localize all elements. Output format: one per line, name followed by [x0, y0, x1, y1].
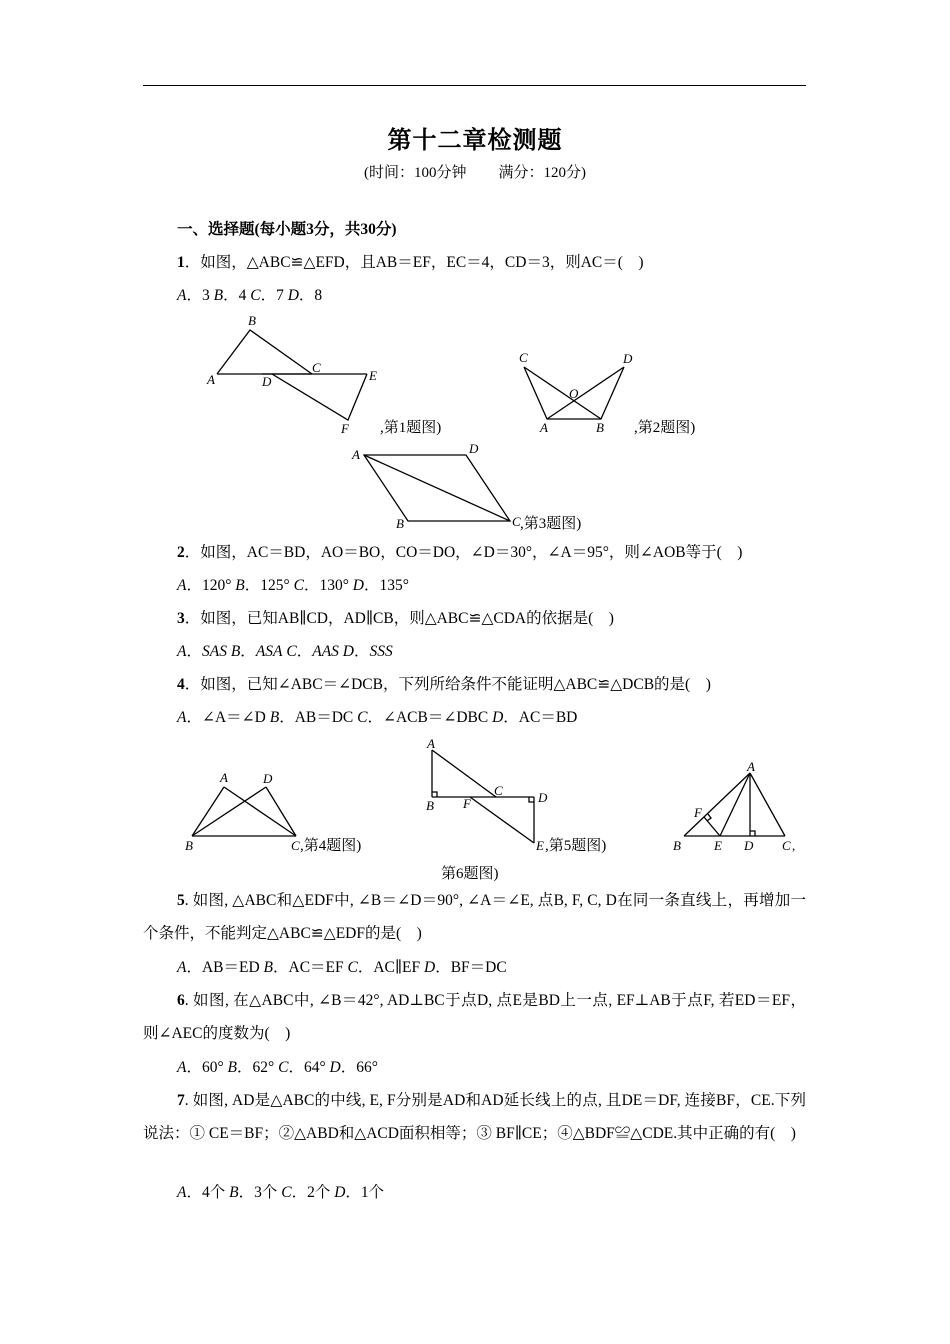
fig5-label-c: C [494, 783, 503, 798]
fig4-caption: ,第4题图) [300, 838, 362, 854]
fig1-label-b: B [248, 313, 256, 328]
fig6-label-e: E [714, 838, 722, 853]
fig4-label-b: B [185, 838, 193, 853]
question-2-options: A．120° B．125° C．130° D．135° [177, 577, 409, 594]
question-2: 2．如图，AC＝BD，AO＝BO，CO＝DO，∠D＝30°，∠A＝95°，则∠AOB等于( ) [177, 544, 743, 561]
fig2-label-o: O [569, 386, 579, 401]
fig3-label-b: B [396, 516, 404, 531]
fig1-label-a: A [207, 372, 215, 387]
question-4: 4．如图，已知∠ABC＝∠DCB，下列所给条件不能证明△ABC≌△DCB的是( ) [177, 676, 711, 693]
question-6-options: A．60° B．62° C．64° D．66° [177, 1059, 378, 1076]
fig4-label-a: A [220, 770, 228, 785]
question-3-options: A．SAS B．ASA C．AAS D．SSS [177, 643, 393, 660]
fig4-label-d: D [263, 771, 273, 786]
fig6-label-a: A [747, 759, 755, 774]
fig6-segment-ae [720, 773, 750, 836]
question-7: 7. 如图, AD是△ABC的中线, E, F分别是AD和AD延长线上的点, 且DE＝DF, 连接BF，CE.下列说法：① CE＝BF；②△ABD和△ACD面积相等；③ BF∥CE；④△BDF≌△CDE.其中正确的有( ) [143, 1092, 806, 1142]
fig6-segment-ac [750, 773, 785, 836]
fig4-label-c: C [291, 838, 300, 853]
fig2-label-a: A [540, 420, 548, 435]
fig1-label-c: C [312, 360, 321, 375]
fig6-caption: 第6题图) [441, 866, 499, 882]
fig6-label-b: B [673, 838, 681, 853]
question-5: 5. 如图, △ABC和△EDF中, ∠B＝∠D＝90°, ∠A＝∠E, 点B, F, C, D在同一条直线上，再增加一个条件，不能判定△ABC≌△EDF的是( ) [143, 892, 806, 942]
fig5-label-a: A [427, 736, 435, 751]
fig6-label-d: D [744, 838, 754, 853]
full-score: 满分：120分) [498, 165, 586, 181]
fig6-label-f: F [694, 805, 702, 820]
question-5-options: A．AB＝ED B．AC＝EF C．AC∥EF D．BF＝DC [177, 959, 507, 976]
fig5-label-e: E [536, 838, 544, 853]
fig1-caption: ,第1题图) [380, 420, 442, 436]
fig3-label-a: A [352, 447, 360, 462]
fig3-label-d: D [469, 441, 479, 456]
fig3-label-c: C [512, 514, 521, 529]
question-3: 3．如图，已知AB∥CD，AD∥CB，则△ABC≌△CDA的依据是( ) [177, 610, 614, 627]
page-title: 第十二章检测题 [387, 128, 563, 154]
fig6-comma: , [792, 838, 796, 853]
fig1-label-f: F [341, 421, 349, 436]
fig2-caption: ,第2题图) [634, 420, 696, 436]
fig6-right-angle-d [750, 831, 755, 836]
question-1-options: A．3 B．4 C．7 D．8 [177, 287, 323, 304]
fig6-label-c: C [782, 838, 791, 853]
fig5-label-d: D [538, 790, 548, 805]
fig5-label-f: F [463, 796, 471, 811]
fig5-caption: ,第5题图) [545, 838, 607, 854]
fig1-label-e: E [369, 368, 377, 383]
fig6-segment-ef [704, 817, 720, 836]
fig1-label-d: D [262, 374, 272, 389]
fig3-caption: ,第3题图) [520, 516, 582, 532]
fig6-right-angle-f [707, 814, 711, 821]
fig2-label-c: C [519, 350, 528, 365]
question-6: 6. 如图, 在△ABC中, ∠B＝42°, AD⊥BC于点D, 点E是BD上一点, EF⊥AB于点F, 若ED＝EF，则∠AEC的度数为( ) [143, 992, 806, 1042]
question-1: 1．如图，△ABC≌△EFD，且AB＝EF，EC＝4，CD＝3，则AC＝( ) [177, 254, 644, 271]
fig2-label-d: D [623, 351, 633, 366]
time-limit: (时间：100分钟 [364, 165, 467, 181]
fig2-label-b: B [596, 420, 604, 435]
fig5-label-b: B [426, 798, 434, 813]
question-4-options: A．∠A＝∠D B．AB＝DC C．∠ACB＝∠DBC D．AC＝BD [177, 709, 578, 726]
question-7-options: A．4个 B．3个 C．2个 D．1个 [177, 1184, 385, 1201]
section-heading: 一、选择题(每小题3分，共30分) [177, 221, 397, 238]
